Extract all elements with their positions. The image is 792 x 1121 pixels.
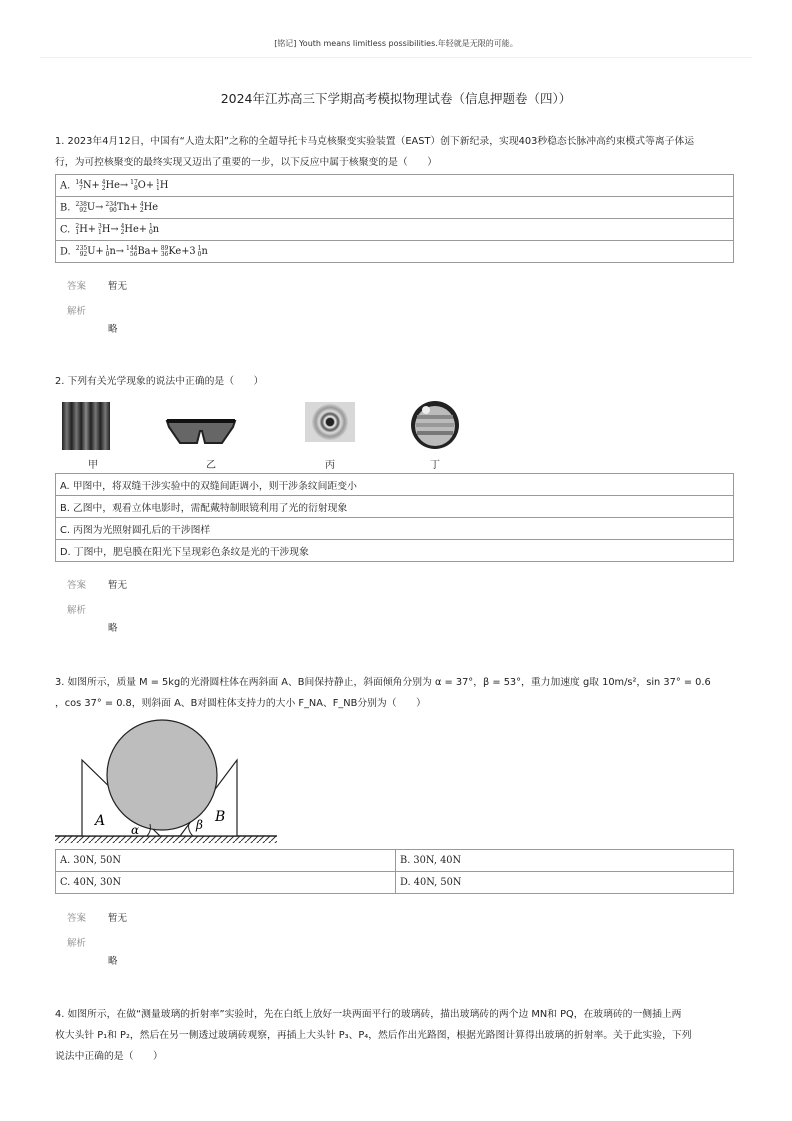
q2-option-b[interactable]: B. 乙图中，观看立体电影时，需配戴特制眼镜利用了光的衍射现象 <box>56 496 734 518</box>
label-alpha: α <box>131 823 140 837</box>
q1-option-a[interactable]: A. 14 7 N+ 4 2 He→ 17 8 O+ 1 1 H <box>56 175 734 197</box>
fig-ding-soap-film <box>411 401 459 449</box>
q1-eq-b: 238 92 U→ 234 90 Th+ 4 2 He <box>75 200 159 214</box>
q3-analysis-value: 略 <box>108 956 118 967</box>
q1-analysis-label: 解析 <box>67 306 87 317</box>
q4-stem-line3: 说法中正确的是（ ） <box>55 1051 163 1062</box>
q1-option-c[interactable]: C. 2 1 H+ 3 1 H→ 4 2 He+ 1 0 n <box>56 219 734 241</box>
q3-answer-label: 答案 <box>67 913 87 924</box>
q2-caption-ding: 丁 <box>430 460 440 471</box>
label-beta: β <box>196 818 203 832</box>
q1-eq-a: 14 7 N+ 4 2 He→ 17 8 O+ 1 1 H <box>75 178 169 192</box>
q1-eq-c: 2 1 H+ 3 1 H→ 4 2 He+ 1 0 n <box>75 222 160 236</box>
q1-analysis-value: 略 <box>108 324 118 335</box>
q2-analysis-value: 略 <box>108 623 118 634</box>
q2-answer-label: 答案 <box>67 580 87 591</box>
q3-answer-value: 暂无 <box>108 913 128 924</box>
q3-option-c[interactable]: C. 40N, 30N <box>56 872 396 894</box>
q3-option-a[interactable]: A. 30N, 50N <box>56 850 396 872</box>
q1-stem-line2: 行，为可控核聚变的最终实现又迈出了重要的一步，以下反应中属于核聚变的是（ ） <box>55 157 438 168</box>
q2-caption-jia: 甲 <box>88 460 98 471</box>
q3-analysis-label: 解析 <box>67 938 87 949</box>
label-b: B <box>215 809 226 825</box>
q1-answer-value: 暂无 <box>108 281 128 292</box>
header-divider <box>40 57 752 58</box>
fig-yi-glasses-icon <box>167 421 235 443</box>
q3-options <box>55 849 734 894</box>
q2-option-d[interactable]: D. 丁图中，肥皂膜在阳光下呈现彩色条纹是光的干涉现象 <box>56 540 734 562</box>
q1-options <box>55 174 734 263</box>
q2-analysis-label: 解析 <box>67 605 87 616</box>
q3-option-d[interactable]: D. 40N, 50N <box>396 872 734 894</box>
q2-caption-bing: 丙 <box>325 460 335 471</box>
q2-caption-yi: 乙 <box>206 460 216 471</box>
q1-answer-label: 答案 <box>67 281 87 292</box>
q1-stem-line1: 1. 2023年4月12日，中国有“人造太阳”之称的全超导托卡马克核聚变实验装置（EAST）创下新纪录，实现403秒稳态长脉冲高约束模式等离子体运 <box>55 136 695 147</box>
q3-stem-line2: ，cos 37° = 0.8，则斜面 A、B对圆柱体支持力的大小 F_NA、F_NB分别为（ ） <box>55 698 426 709</box>
cylinder <box>107 720 217 830</box>
q3-figure <box>55 715 280 845</box>
q4-stem-line2: 枚大头针 P₁和 P₂，然后在另一侧透过玻璃砖观察，再插上大头针 P₃、P₄，然后作出光路图，根据光路图计算得出玻璃的折射率。关于此实验，下列 <box>55 1030 692 1041</box>
page-title: 2024年江苏高三下学期高考模拟物理试卷（信息押题卷（四）） <box>220 91 572 106</box>
label-a: A <box>95 813 106 829</box>
q2-options <box>55 473 734 562</box>
q2-stem: 2. 下列有关光学现象的说法中正确的是（ ） <box>55 376 264 387</box>
q1-eq-d: 235 92 U+ 1 0 n→ 144 56 Ba+ 89 36 Ke+3 1 0 n <box>75 244 208 258</box>
q3-option-b[interactable]: B. 30N, 40N <box>396 850 734 872</box>
q3-stem-line1: 3. 如图所示，质量 M = 5kg的光滑圆柱体在两斜面 A、B间保持静止，斜面倾角分别为 α = 37°，β = 53°，重力加速度 g取 10m/s²，sin 37° = 0.6 <box>55 677 711 688</box>
q2-answer-value: 暂无 <box>108 580 128 591</box>
ground-hatch <box>55 836 277 843</box>
page-header: [铭记] Youth means limitless possibilities.年轻就是无限的可能。 <box>274 39 518 48</box>
q1-option-d[interactable]: D. 235 92 U+ 1 0 n→ 144 56 Ba+ 89 36 Ke+3 1 0 n <box>56 241 734 263</box>
q2-option-a[interactable]: A. 甲图中，将双缝干涉实验中的双缝间距调小，则干涉条纹间距变小 <box>56 474 734 496</box>
fig-jia-fringes <box>62 402 110 450</box>
q2-option-c[interactable]: C. 丙图为光照射圆孔后的干涉图样 <box>56 518 734 540</box>
q4-stem-line1: 4. 如图所示，在做“测量玻璃的折射率”实验时，先在白纸上放好一块两面平行的玻璃砖，描出玻璃砖的两个边 MN和 PQ，在玻璃砖的一侧插上两 <box>55 1009 682 1020</box>
fig-bing-diffraction <box>305 402 355 442</box>
q1-option-b[interactable]: B. 238 92 U→ 234 90 Th+ 4 2 He <box>56 197 734 219</box>
